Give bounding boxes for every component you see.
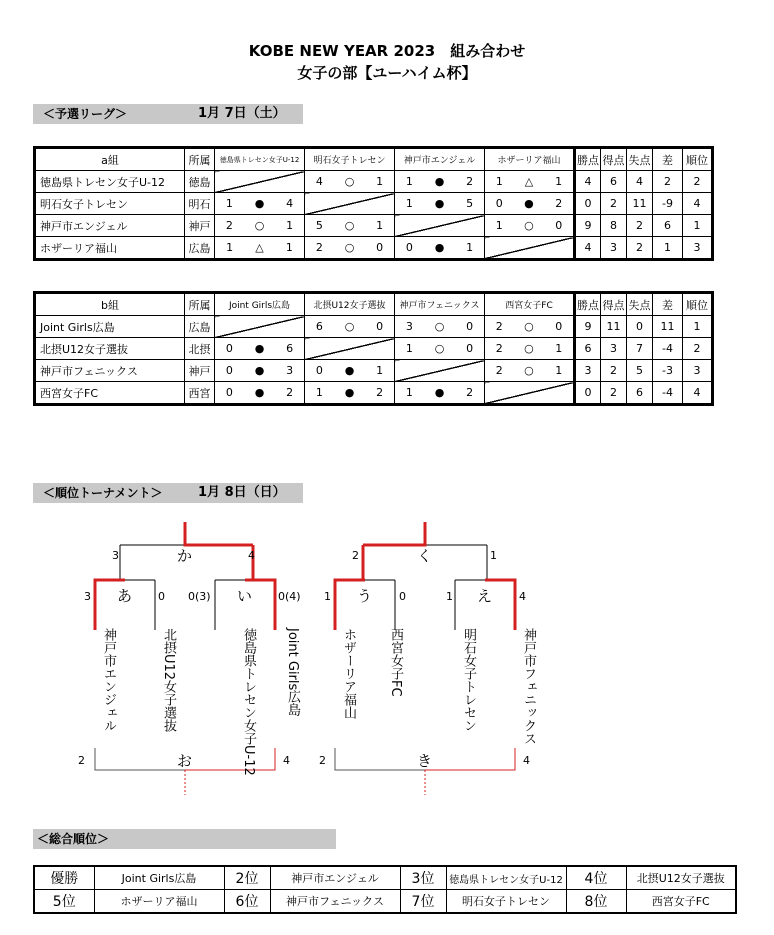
result-score: 1 bbox=[376, 219, 384, 232]
result-mark: △ bbox=[255, 241, 264, 254]
team-diff: -9 bbox=[653, 193, 683, 215]
result-mark: ● bbox=[254, 364, 265, 377]
result-score: 0 bbox=[376, 241, 384, 254]
result-score: 1 bbox=[555, 342, 563, 355]
result-mark: ○ bbox=[254, 219, 265, 232]
rank-team: 神戸市フェニックス bbox=[270, 890, 400, 914]
col-team-header: 徳島県トレセン女子U-12 bbox=[215, 148, 305, 171]
team-points: 4 bbox=[575, 171, 601, 193]
result-score: 4 bbox=[286, 197, 294, 210]
bracket-team-8: 神戸市フェニックス bbox=[521, 628, 536, 745]
team-affil: 広島 bbox=[185, 316, 215, 338]
node-i: い bbox=[237, 587, 253, 605]
result-mark: ● bbox=[434, 386, 445, 399]
prelim-label: ＜予選リーグ＞ bbox=[43, 107, 128, 121]
team-rank: 2 bbox=[683, 338, 713, 360]
page-subtitle: 女子の部【ユーハイム杯】 bbox=[297, 64, 477, 82]
result-mark: ○ bbox=[434, 320, 445, 333]
result-mark: ● bbox=[434, 175, 445, 188]
node-u: う bbox=[357, 587, 373, 605]
score-i-left: 0(3) bbox=[188, 590, 211, 603]
node-ka: か bbox=[177, 547, 193, 565]
team-diff: -3 bbox=[653, 360, 683, 382]
points-header: 勝点 bbox=[575, 293, 601, 316]
col-team-header: 神戸市フェニックス bbox=[395, 293, 485, 316]
result-mark: ● bbox=[344, 386, 355, 399]
team-gf: 2 bbox=[601, 193, 627, 215]
score-ku-right: 1 bbox=[490, 549, 497, 562]
bracket-team-1: 神戸市エンジェル bbox=[101, 628, 116, 732]
node-e: え bbox=[477, 587, 493, 605]
team-affil: 北摂 bbox=[185, 338, 215, 360]
col-team-header: ホザーリア福山 bbox=[485, 148, 575, 171]
affil-header: 所属 bbox=[185, 148, 215, 171]
ga-header: 失点 bbox=[627, 148, 653, 171]
team-diff: -4 bbox=[653, 338, 683, 360]
result-score: 0 bbox=[376, 320, 384, 333]
gf-header: 得点 bbox=[601, 148, 627, 171]
ki-left-line bbox=[335, 748, 425, 770]
rank-label: 2位 bbox=[224, 866, 270, 890]
result-mark: △ bbox=[524, 175, 534, 188]
result-score: 6 bbox=[315, 320, 323, 333]
col-team-header: 神戸市エンジェル bbox=[395, 148, 485, 171]
page-title: KOBE NEW YEAR 2023 組み合わせ bbox=[248, 42, 526, 60]
score-u-right: 0 bbox=[399, 590, 406, 603]
rank-team: 徳島県トレセン女子U-12 bbox=[446, 866, 566, 890]
bracket-team-3: 徳島県トレセン女子U-12 bbox=[241, 628, 256, 776]
result-score: 0 bbox=[225, 364, 233, 377]
result-score: 0 bbox=[315, 364, 323, 377]
result-mark: ○ bbox=[524, 219, 534, 232]
team-points: 6 bbox=[575, 338, 601, 360]
result-score: 0 bbox=[225, 386, 233, 399]
points-header: 勝点 bbox=[575, 148, 601, 171]
result-score: 2 bbox=[225, 219, 233, 232]
team-points: 4 bbox=[575, 237, 601, 260]
score-ku-left: 2 bbox=[352, 549, 359, 562]
team-name: 北摂U12女子選抜 bbox=[35, 338, 185, 360]
result-score: 0 bbox=[405, 241, 413, 254]
team-gf: 11 bbox=[601, 316, 627, 338]
group-name: b組 bbox=[35, 293, 185, 316]
ki-win-line bbox=[425, 748, 515, 770]
team-name: 西宮女子FC bbox=[35, 382, 185, 405]
result-score: 2 bbox=[555, 197, 563, 210]
result-score: 1 bbox=[555, 175, 563, 188]
result-score: 1 bbox=[225, 197, 233, 210]
team-rank: 1 bbox=[683, 215, 713, 237]
result-score: 1 bbox=[405, 197, 413, 210]
rank-label: 4位 bbox=[566, 866, 626, 890]
team-ga: 5 bbox=[627, 360, 653, 382]
rank-header: 順位 bbox=[683, 148, 713, 171]
rank-label: 優勝 bbox=[34, 866, 94, 890]
rank-team: Joint Girls広島 bbox=[94, 866, 224, 890]
result-mark: ○ bbox=[344, 219, 355, 232]
result-score: 5 bbox=[466, 197, 474, 210]
result-score: 0 bbox=[555, 219, 563, 232]
team-points: 0 bbox=[575, 382, 601, 405]
result-mark: ○ bbox=[524, 342, 534, 355]
rank-team: 明石女子トレセン bbox=[446, 890, 566, 914]
result-score: 0 bbox=[225, 342, 233, 355]
diff-header: 差 bbox=[653, 148, 683, 171]
o-left-line bbox=[95, 748, 185, 770]
node-ku: く bbox=[417, 547, 433, 565]
col-team-header: Joint Girls広島 bbox=[215, 293, 305, 316]
team-diff: -4 bbox=[653, 382, 683, 405]
result-score: 1 bbox=[285, 241, 293, 254]
team-gf: 3 bbox=[601, 237, 627, 260]
result-score: 1 bbox=[495, 175, 503, 188]
result-score: 2 bbox=[315, 241, 323, 254]
result-score: 2 bbox=[466, 175, 474, 188]
col-team-header: 明石女子トレセン bbox=[305, 148, 395, 171]
rank-label: 3位 bbox=[400, 866, 446, 890]
gf-header: 得点 bbox=[601, 293, 627, 316]
team-diff: 2 bbox=[653, 171, 683, 193]
team-rank: 3 bbox=[683, 360, 713, 382]
result-mark: ● bbox=[434, 241, 445, 254]
team-points: 3 bbox=[575, 360, 601, 382]
result-score: 1 bbox=[555, 364, 563, 377]
result-score: 2 bbox=[286, 386, 294, 399]
result-mark: ● bbox=[344, 364, 355, 377]
result-mark: ○ bbox=[344, 241, 355, 254]
result-mark: ● bbox=[254, 197, 265, 210]
result-score: 1 bbox=[315, 386, 323, 399]
rank-team: 西宮女子FC bbox=[626, 890, 736, 914]
team-diff: 11 bbox=[653, 316, 683, 338]
team-rank: 4 bbox=[683, 382, 713, 405]
result-score: 1 bbox=[226, 241, 234, 254]
diff-header: 差 bbox=[653, 293, 683, 316]
result-score: 1 bbox=[495, 219, 503, 232]
team-ga: 11 bbox=[627, 193, 653, 215]
result-score: 2 bbox=[495, 320, 503, 333]
bracket-team-2: 北摂U12女子選抜 bbox=[161, 628, 176, 733]
bracket-team-7: 明石女子トレセン bbox=[461, 628, 476, 732]
team-gf: 6 bbox=[601, 171, 627, 193]
score-i-right: 0(4) bbox=[278, 590, 301, 603]
result-mark: ○ bbox=[524, 320, 534, 333]
rank-team: 神戸市エンジェル bbox=[270, 866, 400, 890]
result-score: 1 bbox=[405, 386, 413, 399]
team-ga: 0 bbox=[627, 316, 653, 338]
rank-label: 8位 bbox=[566, 890, 626, 914]
score-a-right: 0 bbox=[158, 590, 165, 603]
result-score: 4 bbox=[315, 175, 323, 188]
result-score: 0 bbox=[555, 320, 563, 333]
result-mark: ○ bbox=[524, 364, 534, 377]
team-ga: 7 bbox=[627, 338, 653, 360]
node-ki: き bbox=[417, 752, 433, 770]
ka-win-line bbox=[185, 522, 253, 545]
result-score: 2 bbox=[376, 386, 384, 399]
rank-team: 北摂U12女子選抜 bbox=[626, 866, 736, 890]
score-u-left: 1 bbox=[324, 590, 331, 603]
result-score: 6 bbox=[286, 342, 294, 355]
group-name: a組 bbox=[35, 148, 185, 171]
team-diff: 6 bbox=[653, 215, 683, 237]
team-affil: 明石 bbox=[185, 193, 215, 215]
bracket-team-4: Joint Girls広島 bbox=[285, 628, 300, 717]
team-affil: 神戸 bbox=[185, 215, 215, 237]
team-affil: 徳島 bbox=[185, 171, 215, 193]
team-rank: 4 bbox=[683, 193, 713, 215]
result-score: 3 bbox=[286, 364, 294, 377]
result-mark: ● bbox=[524, 197, 534, 210]
result-score: 1 bbox=[376, 364, 384, 377]
team-ga: 2 bbox=[627, 215, 653, 237]
team-ga: 4 bbox=[627, 171, 653, 193]
overall-ranking-table bbox=[33, 865, 737, 914]
score-ka-left: 3 bbox=[112, 549, 119, 562]
score-o-left: 2 bbox=[78, 754, 85, 767]
team-ga: 6 bbox=[627, 382, 653, 405]
team-gf: 3 bbox=[601, 338, 627, 360]
team-name: ホザーリア福山 bbox=[35, 237, 185, 260]
node-o: お bbox=[177, 752, 193, 770]
overall-row bbox=[34, 890, 736, 914]
result-score: 1 bbox=[376, 175, 384, 188]
result-score: 2 bbox=[466, 386, 474, 399]
ga-header: 失点 bbox=[627, 293, 653, 316]
result-mark: ○ bbox=[434, 342, 445, 355]
rank-team: ホザーリア福山 bbox=[94, 890, 224, 914]
result-score: 1 bbox=[405, 175, 413, 188]
affil-header: 所属 bbox=[185, 293, 215, 316]
result-score: 0 bbox=[466, 342, 474, 355]
team-rank: 3 bbox=[683, 237, 713, 260]
result-mark: ● bbox=[434, 197, 445, 210]
o-win-line bbox=[185, 748, 275, 770]
result-score: 3 bbox=[405, 320, 413, 333]
result-mark: ● bbox=[254, 342, 265, 355]
result-score: 1 bbox=[286, 219, 294, 232]
score-e-left: 1 bbox=[446, 590, 453, 603]
score-ki-left: 2 bbox=[319, 754, 326, 767]
col-team-header: 北摂U12女子選抜 bbox=[305, 293, 395, 316]
team-gf: 8 bbox=[601, 215, 627, 237]
rank-label: 7位 bbox=[400, 890, 446, 914]
team-name: 神戸市エンジェル bbox=[35, 215, 185, 237]
result-mark: ● bbox=[254, 386, 265, 399]
team-points: 9 bbox=[575, 316, 601, 338]
team-points: 9 bbox=[575, 215, 601, 237]
col-team-header: 西宮女子FC bbox=[485, 293, 575, 316]
overall-banner bbox=[33, 829, 336, 849]
team-gf: 2 bbox=[601, 360, 627, 382]
team-rank: 2 bbox=[683, 171, 713, 193]
overall-row bbox=[34, 866, 736, 890]
tournament-date: 1月 8日（日） bbox=[198, 485, 286, 500]
result-score: 1 bbox=[405, 342, 413, 355]
result-score: 0 bbox=[495, 197, 503, 210]
team-points: 0 bbox=[575, 193, 601, 215]
team-affil: 広島 bbox=[185, 237, 215, 260]
rank-label: 6位 bbox=[224, 890, 270, 914]
score-ki-right: 4 bbox=[523, 754, 530, 767]
team-ga: 2 bbox=[627, 237, 653, 260]
team-gf: 2 bbox=[601, 382, 627, 405]
prelim-date: 1月 7日（土） bbox=[198, 106, 286, 121]
score-ka-right: 4 bbox=[248, 549, 255, 562]
rank-label: 5位 bbox=[34, 890, 94, 914]
node-a: あ bbox=[117, 587, 133, 605]
score-o-right: 4 bbox=[283, 754, 290, 767]
score-e-right: 4 bbox=[519, 590, 526, 603]
team-diff: 1 bbox=[653, 237, 683, 260]
team-name: Joint Girls広島 bbox=[35, 316, 185, 338]
result-score: 0 bbox=[466, 320, 474, 333]
result-score: 1 bbox=[466, 241, 474, 254]
team-affil: 神戸 bbox=[185, 360, 215, 382]
rank-header: 順位 bbox=[683, 293, 713, 316]
tournament-label: ＜順位トーナメント＞ bbox=[43, 486, 163, 500]
overall-label: ＜総合順位＞ bbox=[37, 832, 110, 846]
result-score: 2 bbox=[495, 364, 503, 377]
ku-win-line bbox=[363, 522, 425, 545]
result-score: 2 bbox=[495, 342, 503, 355]
team-name: 神戸市フェニックス bbox=[35, 360, 185, 382]
team-affil: 西宮 bbox=[185, 382, 215, 405]
result-score: 5 bbox=[315, 219, 323, 232]
team-name: 徳島県トレセン女子U-12 bbox=[35, 171, 185, 193]
result-mark: ○ bbox=[344, 175, 355, 188]
score-a-left: 3 bbox=[84, 590, 91, 603]
team-rank: 1 bbox=[683, 316, 713, 338]
bracket-team-5: ホザーリア福山 bbox=[341, 628, 356, 719]
team-name: 明石女子トレセン bbox=[35, 193, 185, 215]
result-mark: ○ bbox=[344, 320, 355, 333]
bracket-team-6: 西宮女子FC bbox=[388, 628, 403, 697]
